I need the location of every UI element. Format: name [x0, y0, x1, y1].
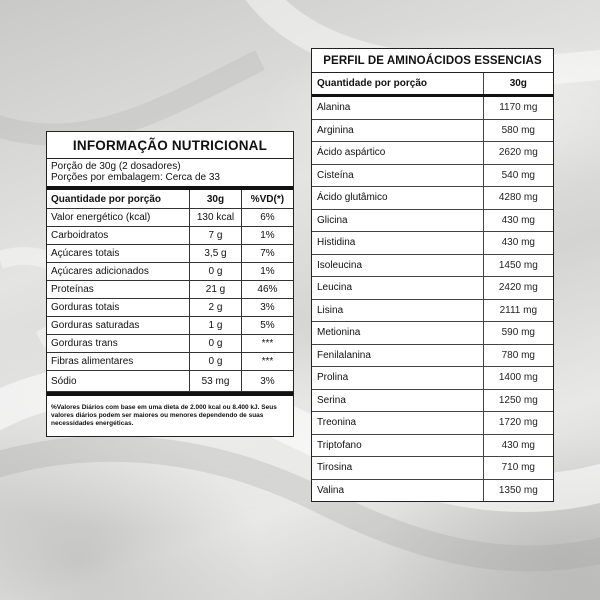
nutrient-quantity: 1 g — [190, 317, 242, 335]
amino-row — [312, 96, 553, 120]
nutrient-label: Açúcares totais — [47, 245, 190, 263]
amino-header-portion-size: 30g — [483, 73, 553, 96]
amino-acid-quantity: 430 mg — [483, 434, 553, 457]
amino-row — [312, 187, 553, 210]
amino-row — [312, 277, 553, 300]
nutrient-quantity: 0 g — [190, 263, 242, 281]
amino-acid-quantity: 710 mg — [483, 457, 553, 480]
amino-acid-label: Lisina — [312, 299, 483, 322]
amino-row — [312, 209, 553, 232]
amino-acid-label: Ácido aspártico — [312, 142, 483, 165]
nutrition-grid — [47, 190, 293, 392]
amino-header-row — [312, 73, 553, 96]
amino-acid-label: Isoleucina — [312, 254, 483, 277]
amino-acid-label: Valina — [312, 479, 483, 501]
amino-acid-label: Cisteína — [312, 164, 483, 187]
nutrition-row — [47, 371, 293, 392]
daily-value-footnote: %Valores Diários com base em uma dieta de 2.000 kcal ou 8.400 kJ. Seus valores diários podem ser maiores ou menores dependendo de suas necessidades energéticas. — [47, 392, 293, 436]
amino-acid-label: Arginina — [312, 119, 483, 142]
amino-header-quantity-per-portion: Quantidade por porção — [312, 73, 483, 96]
nutrient-label: Gorduras saturadas — [47, 317, 190, 335]
nutrition-title: INFORMAÇÃO NUTRICIONAL — [47, 132, 293, 159]
amino-acid-label: Metionina — [312, 322, 483, 345]
nutrient-quantity: 0 g — [190, 335, 242, 353]
nutrition-row — [47, 209, 293, 227]
amino-acid-label: Serina — [312, 389, 483, 412]
header-quantity-per-portion: Quantidade por porção — [47, 190, 190, 209]
amino-row — [312, 367, 553, 390]
nutrition-row — [47, 317, 293, 335]
amino-grid — [312, 73, 553, 501]
amino-acid-label: Tirosina — [312, 457, 483, 480]
nutrient-quantity: 7 g — [190, 227, 242, 245]
nutrient-daily-value: 5% — [241, 317, 293, 335]
nutrient-daily-value: 1% — [241, 263, 293, 281]
nutrient-daily-value: 6% — [241, 209, 293, 227]
nutrition-row — [47, 245, 293, 263]
nutrition-row — [47, 299, 293, 317]
nutrition-header-row — [47, 190, 293, 209]
nutrient-quantity: 53 mg — [190, 371, 242, 392]
amino-row — [312, 164, 553, 187]
nutrient-quantity: 21 g — [190, 281, 242, 299]
amino-row — [312, 389, 553, 412]
nutrient-label: Fibras alimentares — [47, 353, 190, 371]
amino-row — [312, 142, 553, 165]
nutrient-label: Açúcares adicionados — [47, 263, 190, 281]
nutrition-row — [47, 353, 293, 371]
amino-row — [312, 479, 553, 501]
amino-row — [312, 119, 553, 142]
nutrition-row — [47, 335, 293, 353]
amino-acid-quantity: 590 mg — [483, 322, 553, 345]
amino-acid-quantity: 1450 mg — [483, 254, 553, 277]
amino-acid-label: Prolina — [312, 367, 483, 390]
amino-row — [312, 457, 553, 480]
amino-row — [312, 434, 553, 457]
amino-acid-quantity: 2111 mg — [483, 299, 553, 322]
nutrient-label: Gorduras trans — [47, 335, 190, 353]
amino-acid-quantity: 430 mg — [483, 232, 553, 255]
amino-acid-label: Treonina — [312, 412, 483, 435]
header-daily-value: %VD(*) — [241, 190, 293, 209]
nutrient-label: Valor energético (kcal) — [47, 209, 190, 227]
portion-info — [47, 159, 293, 190]
amino-acid-quantity: 780 mg — [483, 344, 553, 367]
amino-acid-quantity: 2420 mg — [483, 277, 553, 300]
nutrition-row — [47, 263, 293, 281]
amino-acid-quantity: 580 mg — [483, 119, 553, 142]
nutrient-daily-value: 46% — [241, 281, 293, 299]
nutrient-label: Sódio — [47, 371, 190, 392]
nutrient-quantity: 2 g — [190, 299, 242, 317]
portion-size: Porção de 30g (2 dosadores) — [51, 161, 181, 172]
amino-row — [312, 299, 553, 322]
amino-row — [312, 344, 553, 367]
nutrient-label: Gorduras totais — [47, 299, 190, 317]
amino-acid-quantity: 1720 mg — [483, 412, 553, 435]
amino-acid-label: Fenilalanina — [312, 344, 483, 367]
amino-acid-label: Ácido glutâmico — [312, 187, 483, 210]
amino-row — [312, 322, 553, 345]
nutrient-daily-value: 3% — [241, 299, 293, 317]
nutrition-facts-table — [46, 131, 294, 437]
nutrient-daily-value: 7% — [241, 245, 293, 263]
amino-row — [312, 232, 553, 255]
amino-acid-label: Glicina — [312, 209, 483, 232]
nutrient-quantity: 3,5 g — [190, 245, 242, 263]
amino-acid-quantity: 1400 mg — [483, 367, 553, 390]
nutrient-daily-value: *** — [241, 353, 293, 371]
amino-row — [312, 412, 553, 435]
amino-acid-quantity: 540 mg — [483, 164, 553, 187]
nutrient-daily-value: 3% — [241, 371, 293, 392]
amino-acid-label: Alanina — [312, 96, 483, 120]
amino-acid-quantity: 2620 mg — [483, 142, 553, 165]
amino-acid-profile-table — [311, 48, 554, 502]
amino-acid-quantity: 430 mg — [483, 209, 553, 232]
nutrient-quantity: 130 kcal — [190, 209, 242, 227]
nutrient-quantity: 0 g — [190, 353, 242, 371]
header-portion-size: 30g — [190, 190, 242, 209]
amino-acid-label: Triptofano — [312, 434, 483, 457]
portions-per-package: Porções por embalagem: Cerca de 33 — [51, 172, 220, 183]
amino-acid-quantity: 1250 mg — [483, 389, 553, 412]
nutrient-label: Carboidratos — [47, 227, 190, 245]
nutrition-row — [47, 281, 293, 299]
nutrient-label: Proteínas — [47, 281, 190, 299]
amino-row — [312, 254, 553, 277]
nutrient-daily-value: *** — [241, 335, 293, 353]
amino-acid-quantity: 4280 mg — [483, 187, 553, 210]
nutrient-daily-value: 1% — [241, 227, 293, 245]
nutrition-row — [47, 227, 293, 245]
amino-acid-quantity: 1170 mg — [483, 96, 553, 120]
amino-acid-label: Leucina — [312, 277, 483, 300]
amino-title: PERFIL DE AMINOÁCIDOS ESSENCIAS — [312, 49, 553, 73]
amino-acid-quantity: 1350 mg — [483, 479, 553, 501]
amino-acid-label: Histidina — [312, 232, 483, 255]
